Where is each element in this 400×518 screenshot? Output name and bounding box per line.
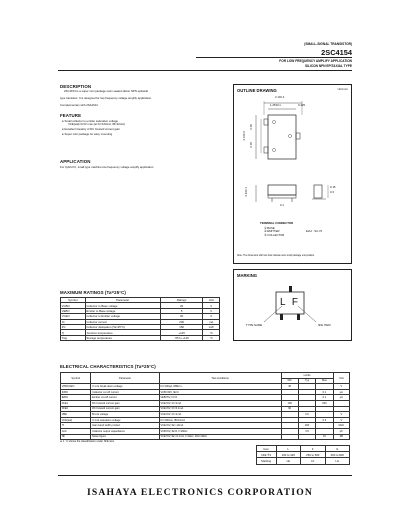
table-cell: hFE2 xyxy=(61,406,91,412)
feature-heading: FEATURE xyxy=(60,113,82,118)
table-cell: mA xyxy=(203,319,220,324)
feature-item: ● Super mini package for easy mounting xyxy=(62,132,113,136)
table-cell: 160 xyxy=(281,400,298,406)
table-cell: Cob xyxy=(61,428,91,434)
feature-list xyxy=(62,120,238,137)
marking-title: MARKING xyxy=(237,273,258,278)
terminal-item: ③ COLLECTOR xyxy=(264,232,285,237)
table-cell: IC=100mA, IB=10mA xyxy=(159,417,281,423)
table-row xyxy=(61,434,350,440)
outline-units: Unit:mm xyxy=(337,87,348,91)
feature-text: Excellent linearity of DC forward current gain xyxy=(64,127,120,131)
table-cell: VCE=6V, IC=1mA xyxy=(159,412,281,418)
column-header: Parameter xyxy=(85,298,160,303)
table-cell: -55 to +125 xyxy=(160,335,203,340)
max-ratings-heading: MAXIMUM RATINGS (Ta=25°C) xyxy=(60,290,126,295)
table-cell: MHz xyxy=(333,423,349,429)
table-cell: Item xyxy=(257,446,277,452)
dim-pitch-1: 0.65 xyxy=(248,124,253,130)
table-cell: μA xyxy=(333,389,349,395)
table-row xyxy=(257,458,350,464)
terminal-item: ② EMITTER xyxy=(264,229,280,233)
dim-pitch-2: 0.65 xyxy=(248,142,253,148)
table-cell: Noise figure xyxy=(91,434,159,440)
table-cell: ICBO xyxy=(61,389,91,395)
table-cell: VEBO xyxy=(61,308,86,313)
outline-drawing-box xyxy=(233,84,352,264)
table-cell: 160 to 320 xyxy=(276,452,300,458)
feature-item: ● Small collector to emitter saturation voltage xyxy=(62,118,118,123)
column-header: Limits xyxy=(281,373,333,379)
table-cell: fT xyxy=(61,423,91,429)
table-cell: +125 xyxy=(160,330,203,335)
terminal-item: ① BASE xyxy=(264,225,275,230)
table-cell: 30 xyxy=(281,384,298,390)
column-header: Unit xyxy=(203,298,220,303)
table-cell: B to E voltage xyxy=(91,412,159,418)
table-cell: LF xyxy=(301,458,325,464)
table-cell: 400 to 800 xyxy=(325,452,350,458)
table-cell: VCE=6V, IE=-10mA xyxy=(159,423,281,429)
table-cell: 0.1 xyxy=(316,395,333,401)
table-cell: VCE(sat) xyxy=(61,417,91,423)
table-cell: mW xyxy=(203,324,220,329)
table-cell: 30 xyxy=(160,303,203,308)
table-cell: DC forward current gain xyxy=(91,406,159,412)
table-cell: Junction temperature xyxy=(85,330,160,335)
table-cell: Collector current xyxy=(85,319,160,324)
table-cell: VCB=30V, IE=0 xyxy=(159,389,281,395)
table-cell: DC forward current gain xyxy=(91,400,159,406)
dim-thickness: 0.9±0.1 xyxy=(243,187,248,197)
table-cell: V xyxy=(203,314,220,319)
table-cell: 200 xyxy=(160,319,203,324)
table-cell: V xyxy=(333,412,349,418)
column-header: Unit xyxy=(333,373,349,384)
table-cell: VCE=6V, IC=0.1mA xyxy=(159,406,281,412)
category-label: (SMALL-SIGNAL TRANSISTOR) xyxy=(304,42,352,46)
table-cell xyxy=(298,434,315,440)
column-header: Parameter xyxy=(91,373,159,384)
table-cell: C to E saturation voltage xyxy=(91,417,159,423)
table-cell: VCE=6V, IE=-0.1mA, f=1kHz, RG=10kΩ xyxy=(159,434,281,440)
top-rule xyxy=(58,70,352,71)
dim-lead-t: 0.15 xyxy=(330,185,336,189)
electrical-footnote: ※ 1 : It shows the classification under hFE item. xyxy=(60,440,115,443)
description-body xyxy=(60,97,236,107)
table-cell: IEBO xyxy=(61,395,91,401)
column-header: Max xyxy=(316,378,333,384)
application-heading: APPLICATION xyxy=(60,159,91,164)
table-cell: Collector dissipation (Ta=25°C) xyxy=(85,324,160,329)
outline-note: Note: The dimension with two dots indicate resin mold package end position. xyxy=(237,255,315,257)
table-cell: μA xyxy=(333,395,349,401)
hfe-classification-table xyxy=(256,445,350,465)
column-header: Typ xyxy=(298,378,315,384)
table-cell: L xyxy=(276,446,300,452)
table-cell: 600 xyxy=(316,400,333,406)
table-cell: Marking xyxy=(257,458,277,464)
column-header: Symbol xyxy=(61,298,86,303)
table-cell: VCEO xyxy=(61,314,86,319)
table-cell: Collector to Base voltage xyxy=(85,303,160,308)
table-cell: V xyxy=(203,308,220,313)
terminal-list xyxy=(264,227,284,238)
application-text: For hybrid IC, small type machine low frequency voltage amplify application. xyxy=(60,164,155,169)
table-cell: 30 xyxy=(160,314,203,319)
table-cell: VCE=6V, IC=1mA xyxy=(159,400,281,406)
table-cell: °C xyxy=(203,335,220,340)
table-cell: hFE ※1 xyxy=(257,452,277,458)
table-cell: NF xyxy=(61,434,91,440)
type-title: SILICON NPN EPITAXIAL TYPE xyxy=(305,63,352,68)
table-cell: Emitter cut off current xyxy=(91,395,159,401)
table-cell: V(BR)CEO xyxy=(61,384,91,390)
table-cell: VCBO xyxy=(61,303,86,308)
package-drawing xyxy=(234,85,351,263)
table-cell: Storage temperature xyxy=(85,335,160,340)
table-cell: V xyxy=(333,417,349,423)
table-cell: °C xyxy=(203,330,220,335)
outline-title: OUTLINE DRAWING xyxy=(237,88,277,93)
column-header: Ratings xyxy=(160,298,203,303)
table-cell: Collector to Emitter voltage xyxy=(85,314,160,319)
table-cell: Tj xyxy=(61,330,86,335)
dim-height: 2.0±0.2 xyxy=(241,131,246,141)
electrical-heading: ELECTRICAL CHARACTERISTICS (Ta=25°C) xyxy=(60,364,156,369)
table-cell: 90 xyxy=(281,406,298,412)
marking-box xyxy=(233,269,352,341)
table-cell: 250 to 500 xyxy=(301,452,325,458)
company-name: ISAHAYA ELECTRONICS CORPORATION xyxy=(86,487,314,498)
column-header: Test conditions xyxy=(159,373,281,384)
table-cell: 3.5 xyxy=(298,428,315,434)
package-code: EIAJ : SC-70 xyxy=(306,229,323,233)
part-number: 2SC4154 xyxy=(321,48,352,57)
table-cell: VBE xyxy=(61,412,91,418)
table-cell: LG xyxy=(325,458,350,464)
table-cell: V xyxy=(333,384,349,390)
column-header: Symbol xyxy=(61,373,91,384)
feature-item xyxy=(62,123,238,127)
table-cell: Gain band width product xyxy=(91,423,159,429)
table-cell: G xyxy=(325,446,350,452)
table-cell: Tstg xyxy=(61,335,86,340)
table-cell: 150 xyxy=(160,324,203,329)
description-line: Complementary with 2SA1612. xyxy=(60,102,99,107)
description-text xyxy=(64,90,236,94)
terminal-title: TERMINAL CONNECTOR xyxy=(260,221,294,225)
feature-text: Small collector to emitter saturation voltage xyxy=(64,118,118,123)
table-cell: 0.6 xyxy=(298,412,315,418)
marking-letters: L F xyxy=(279,297,301,308)
table-cell: 0.1 xyxy=(316,389,333,395)
table-cell: C to E break down voltage xyxy=(91,384,159,390)
description-heading: DESCRIPTION xyxy=(60,84,92,89)
table-cell xyxy=(281,434,298,440)
table-cell: IC=100μA, RBE=∞ xyxy=(159,384,281,390)
table-cell: Emitter to Base voltage xyxy=(85,308,160,313)
table-cell: IC xyxy=(61,319,86,324)
table-row xyxy=(61,335,220,340)
footer-rule xyxy=(58,475,352,476)
dim-gap: 0.1 xyxy=(280,203,284,207)
table-cell: 0.3 xyxy=(316,417,333,423)
marking-type-name: TYPE NAME xyxy=(246,323,263,327)
feature-item: ● Excellent linearity of DC forward current gain xyxy=(62,127,120,131)
table-cell: V xyxy=(203,303,220,308)
dim-standoff: 0.3 xyxy=(330,190,334,194)
table-cell: PC xyxy=(61,324,86,329)
max-ratings-table xyxy=(60,297,220,341)
table-cell: F xyxy=(301,446,325,452)
table-cell: VEB=5V, IC=0 xyxy=(159,395,281,401)
feature-text: VCE(sat)=0.3V max (at IC=100mA, IB=10mA) xyxy=(68,122,125,126)
table-cell: dB xyxy=(333,434,349,440)
table-cell: Collector output capacitance xyxy=(91,428,159,434)
electrical-table xyxy=(60,372,350,440)
header-rule xyxy=(196,57,352,58)
dim-width: 2.1±0.2 xyxy=(275,95,285,99)
table-cell: Collector cut off current xyxy=(91,389,159,395)
column-header: Min xyxy=(281,378,298,384)
marking-hfe-item: hFE ITEM xyxy=(318,323,331,327)
feature-text: Super mini package for easy mounting xyxy=(64,132,113,136)
table-cell: pF xyxy=(333,428,349,434)
table-cell: 200 xyxy=(298,423,315,429)
table-cell: 15 xyxy=(316,434,333,440)
description-line: 2SC4154 is a super mini package resin sealed silicon NPN epitaxial xyxy=(64,89,148,93)
application-title: FOR LOW FREQUENCY AMPLIFY APPLICATION xyxy=(279,59,352,63)
dim-lead: 0.425 xyxy=(298,103,305,107)
description-line: type transistor. It is designed for low frequency voltage amplify application. xyxy=(60,96,152,100)
table-cell: VCB=6V, IE=0, f=1MHz xyxy=(159,428,281,434)
table-cell: 5 xyxy=(160,308,203,313)
dim-body: 1.25±0.1 xyxy=(270,103,281,107)
table-cell: LE xyxy=(276,458,300,464)
table-cell: hFE1 xyxy=(61,400,91,406)
